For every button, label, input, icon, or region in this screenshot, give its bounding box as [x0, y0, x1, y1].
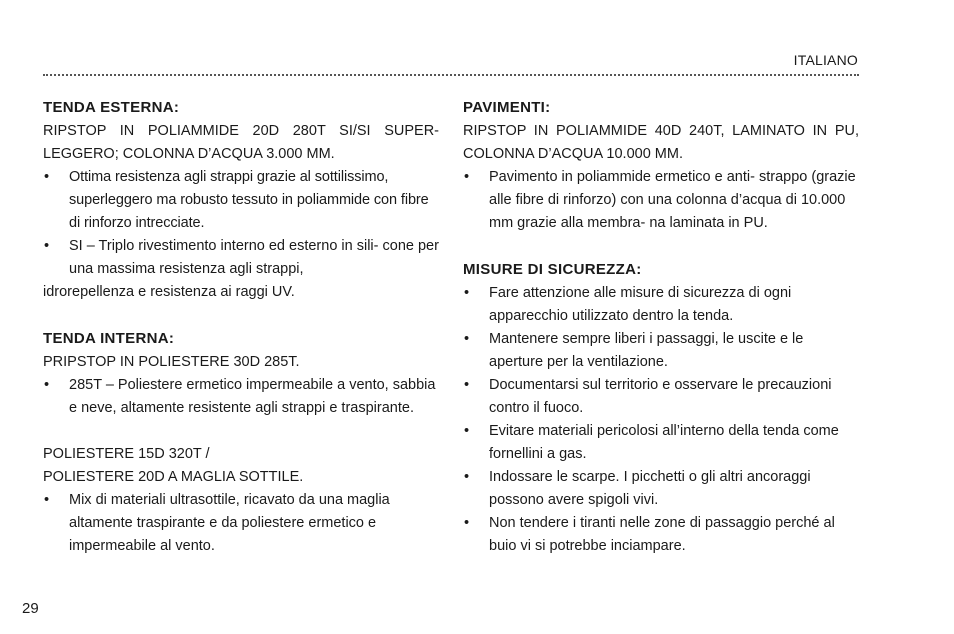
section-tenda-interna [43, 327, 439, 558]
spec-line: POLIESTERE 20D A MAGLIA SOTTILE. [43, 469, 304, 485]
bullet-list [43, 166, 439, 281]
right-column [463, 96, 859, 558]
section-heading: TENDA ESTERNA: [43, 99, 180, 116]
spec-line: RIPSTOP IN POLIAMMIDE 40D 240T, LAMINATO IN PU, [463, 123, 859, 139]
list-item: • Indossare le scarpe. I picchetti o gli altri ancoraggi possono avere spigoli vivi. [463, 466, 859, 512]
spec-line: PRIPSTOP IN POLIESTERE 30D 285T. [43, 354, 300, 370]
bullet-list [43, 374, 439, 420]
page-number: 29 [22, 600, 39, 617]
list-item: • Documentarsi sul territorio e osservare le precauzioni contro il fuoco. [463, 374, 859, 420]
list-item: • Non tendere i tiranti nelle zone di passaggio perché al buio vi si potrebbe inciampare. [463, 512, 859, 558]
list-item: • Evitare materiali pericolosi all’interno della tenda come fornellini a gas. [463, 420, 859, 466]
list-item: • Fare attenzione alle misure di sicurezza di ogni apparecchio utilizzato dentro la tenda. [463, 282, 859, 328]
bullet-list [463, 282, 859, 558]
bullet-list [463, 166, 859, 235]
list-item: • Pavimento in poliammide ermetico e anti- strappo (grazie alle fibre di rinforzo) con una colonna d’acqua di 10.000 mm grazie alla membra- na laminata in PU. [463, 166, 859, 235]
section-tenda-esterna [43, 96, 439, 304]
list-item: • 285T – Poliestere ermetico impermeabile a vento, sabbia e neve, altamente resistente agli strappi e traspirante. [43, 374, 439, 420]
list-item: • SI – Triplo rivestimento interno ed esterno in sili- cone per una massima resistenza agli strappi, [43, 235, 439, 281]
section-heading: PAVIMENTI: [463, 99, 551, 116]
spec-line: LEGGERO; COLONNA D’ACQUA 3.000 MM. [43, 146, 335, 162]
language-label: ITALIANO [793, 52, 858, 68]
dotted-divider [43, 74, 859, 76]
bullet-list [43, 489, 439, 558]
list-item: • Ottima resistenza agli strappi grazie al sottilissimo, superleggero ma robusto tessuto in poliammide con fibre di rinforzo intrecciate. [43, 166, 439, 235]
section-pavimenti [463, 96, 859, 235]
spec-line: COLONNA D’ACQUA 10.000 MM. [463, 146, 683, 162]
spec-line: RIPSTOP IN POLIAMMIDE 20D 280T SI/SI SUPER- [43, 123, 439, 139]
paragraph-continuation: idrorepellenza e resistenza ai raggi UV. [43, 284, 295, 300]
list-item: • Mantenere sempre liberi i passaggi, le uscite e le aperture per la ventilazione. [463, 328, 859, 374]
section-heading: MISURE DI SICUREZZA: [463, 261, 642, 278]
section-misure-sicurezza [463, 258, 859, 558]
section-heading: TENDA INTERNA: [43, 330, 175, 347]
list-item: • Mix di materiali ultrasottile, ricavato da una maglia altamente traspirante e da poliestere ermetico e impermeabile al vento. [43, 489, 439, 558]
left-column [43, 96, 439, 558]
spec-line: POLIESTERE 15D 320T / [43, 446, 210, 462]
